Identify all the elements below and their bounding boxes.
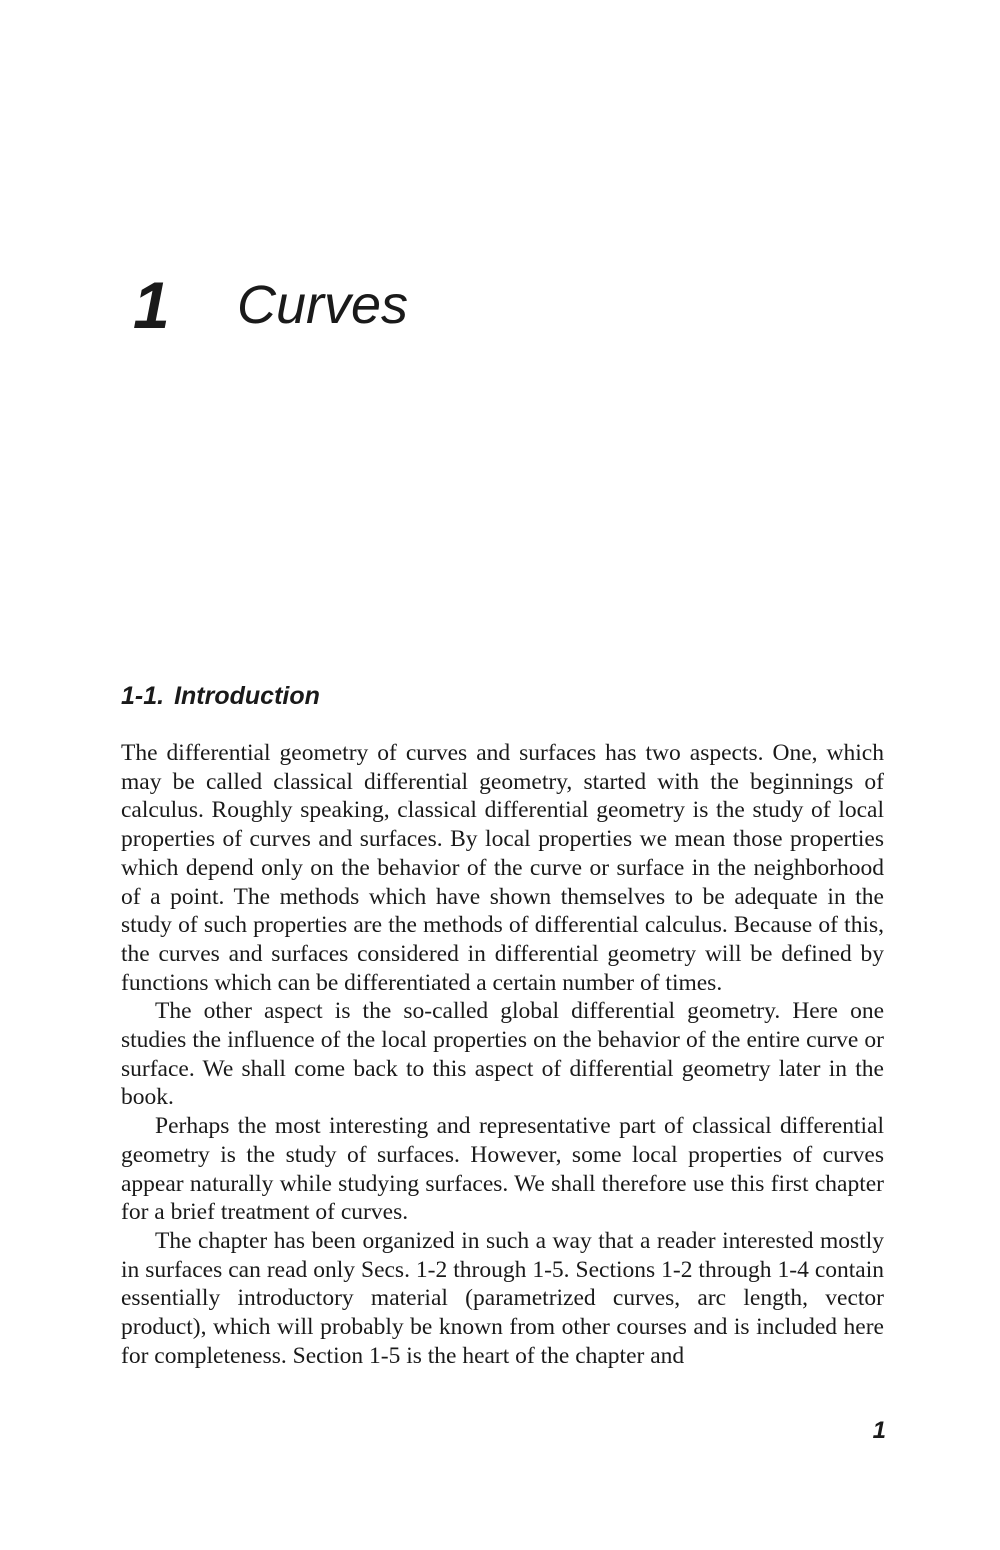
chapter-title: Curves [237,275,409,335]
paragraph: The chapter has been organized in such a way that a reader interested mostly in surfaces can read only Secs. 1-2 through 1-5. Sections 1-2 through 1-4 contain essentially introductory material (parametrized curves, arc length, vector product), which will probably be known from other courses and is included here for completeness. Section 1-5 is the heart of the chapter and [121,1227,884,1369]
page-number: 1 [872,1417,886,1444]
body-text [121,739,884,1370]
section-title: Introduction [174,682,320,710]
chapter-number: 1 [133,268,170,342]
chapter-heading [133,268,833,382]
section-heading [121,681,320,711]
paragraph: Perhaps the most interesting and representative part of classical differential geometry is the study of surfaces. However, some local properties of curves appear naturally while studying surfaces. We shall therefore use this first chapter for a brief treatment of curves. [121,1113,884,1226]
paragraph: The other aspect is the so-called global differential geometry. Here one studies the influence of the local properties on the behavior of the entire curve or surface. We shall come back to this aspect of differential geometry later in the book. [121,998,884,1111]
paragraph: The differential geometry of curves and surfaces has two aspects. One, which may be called classical differential geometry, started with the beginnings of calculus. Roughly speaking, classical differential geometry is the study of local properties of curves and surfaces. By local properties we mean those properties which depend only on the behavior of the curve or surface in the neighborhood of a point. The methods which have shown themselves to be adequate in the study of such properties are the methods of differential calculus. Because of this, the curves and surfaces considered in differential geometry will be defined by functions which can be differentiated a certain number of times. [121,740,884,996]
section-number: 1-1. [121,682,165,710]
